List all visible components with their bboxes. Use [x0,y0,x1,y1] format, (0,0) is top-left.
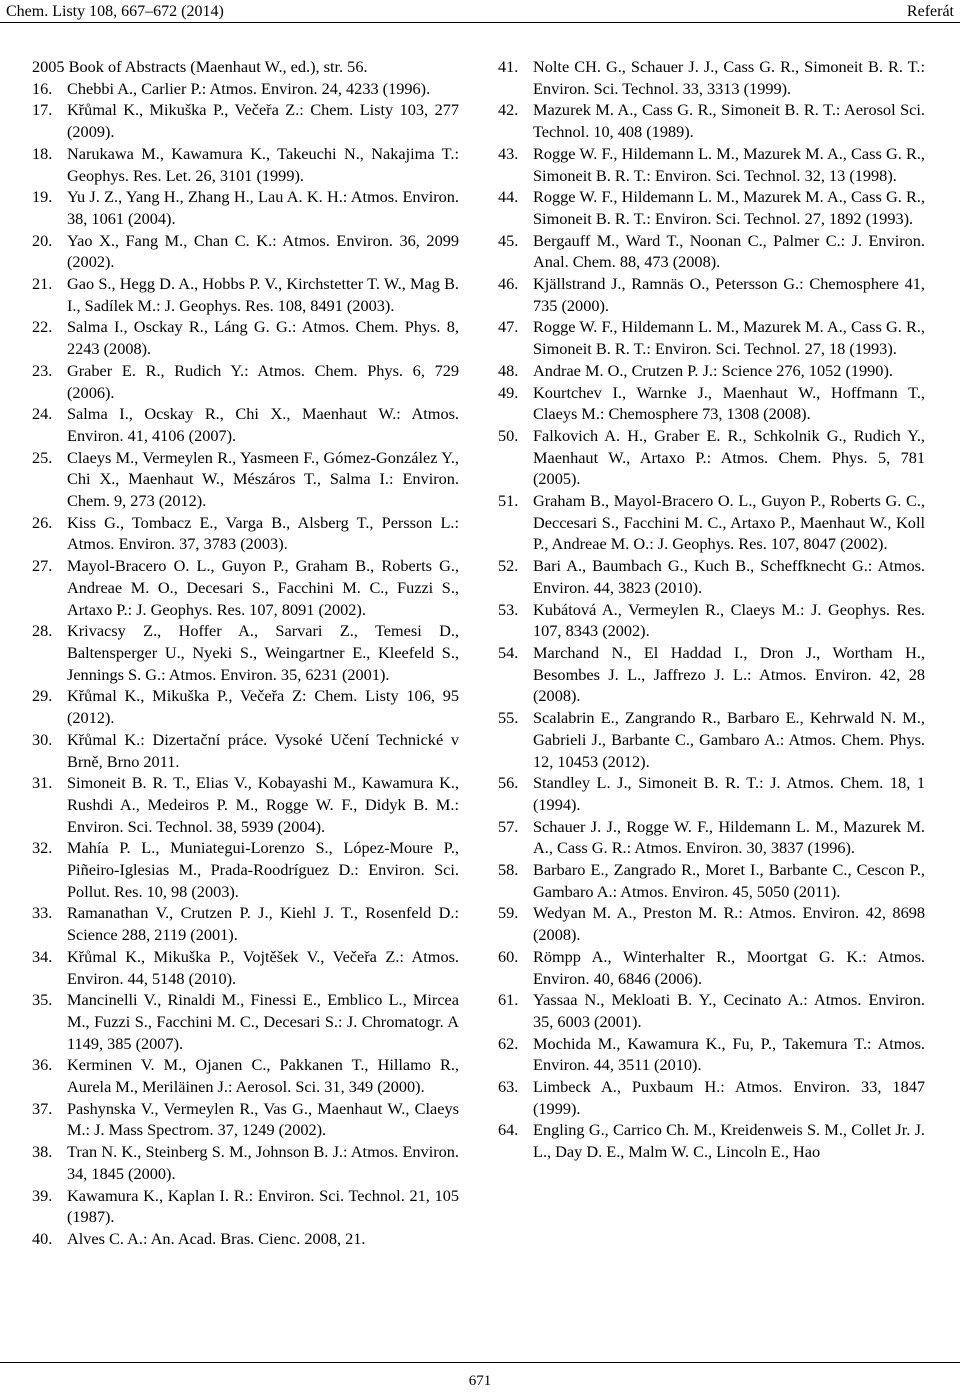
reference-item [498,99,925,142]
reference-item [32,902,459,945]
reference-item [498,316,925,359]
reference-item [498,642,925,707]
reference-item [498,186,925,229]
reference-text: Bergauff M., Ward T., Noonan C., Palmer C.: J. Environ. Anal. Chem. 88, 473 (2008). [533,230,925,272]
references-right-column [498,56,925,1163]
reference-number: 44. [498,187,519,207]
reference-text: Křůmal K., Mikuška P., Večeřa Z: Chem. Listy 106, 95 (2012). [67,686,459,728]
reference-text: Salma I., Osckay R., Láng G. G.: Atmos. Chem. Phys. 8, 2243 (2008). [67,317,459,359]
reference-number: 38. [32,1142,53,1162]
reference-text: Engling G., Carrico Ch. M., Kreidenweis S. M., Collet Jr. J. L., Day D. E., Malm W. C., Lincoln E., Hao [533,1120,925,1162]
reference-item [32,620,459,685]
reference-item [32,685,459,728]
reference-number: 32. [32,838,53,858]
reference-number: 57. [498,816,519,836]
reference-text: Kiss G., Tombacz E., Varga B., Alsberg T., Persson L.: Atmos. Environ. 37, 3783 (2003). [67,512,459,554]
reference-item [498,989,925,1032]
reference-text: Tran N. K., Steinberg S. M., Johnson B. J.: Atmos. Environ. 34, 1845 (2000). [67,1142,459,1183]
reference-item [498,1033,925,1076]
reference-number: 50. [498,425,519,445]
reference-number: 53. [498,599,519,619]
reference-item [32,729,459,772]
reference-item [32,1185,459,1228]
reference-text: Barbaro E., Zangrado R., Moret I., Barbante C., Cescon P., Gambaro A.: Atmos. Environ. 45, 5050 (2011). [533,860,925,901]
reference-item [498,902,925,945]
reference-number: 21. [32,274,53,294]
page-number: 671 [468,1373,492,1389]
reference-number: 58. [498,860,519,880]
reference-text: Krivacsy Z., Hoffer A., Sarvari Z., Temesi D., Baltensperger U., Nyeki S., Weingartner E., Kleefeld S., Jennings S. G.: Atmos. Environ. 35, 6231 (2001). [67,621,459,684]
reference-number: 23. [32,360,53,380]
reference-text: Schauer J. J., Rogge W. F., Hildemann L. M., Mazurek M. A., Cass G. R.: Atmos. Environ. 30, 3837 (1996). [533,816,925,858]
reference-number: 25. [32,447,53,467]
reference-item [498,1119,925,1162]
reference-text: Falkovich A. H., Graber E. R., Schkolnik G., Rudich Y., Maenhaut W., Artaxo P.: Atmos. Chem. Phys. 5, 781 (2005). [533,425,925,489]
reference-text: Mahía P. L., Muniategui-Lorenzo S., López-Moure P., Piñeiro-Iglesias M., Prada-Roodríguez D.: Environ. Sci. Pollut. Res. 10, 98 (2003). [67,838,459,901]
running-header [0,0,960,23]
reference-number: 26. [32,512,53,532]
reference-text: Wedyan M. A., Preston M. R.: Atmos. Environ. 42, 8698 (2008). [533,903,925,945]
reference-item [32,143,459,186]
page-footer [0,1362,960,1398]
reference-number: 59. [498,903,519,923]
reference-text: Gao S., Hegg D. A., Hobbs P. V., Kirchstetter T. W., Mag B. I., Sadílek M.: J. Geophys. Res. 108, 8491 (2003). [67,274,459,315]
reference-number: 17. [32,100,53,120]
reference-text: Kjällstrand J., Ramnäs O., Petersson G.: Chemosphere 41, 735 (2000). [533,274,925,315]
reference-text: Kawamura K., Kaplan I. R.: Environ. Sci. Technol. 21, 105 (1987). [67,1185,459,1227]
reference-item [32,230,459,273]
reference-item [32,946,459,989]
reference-item [498,360,925,382]
reference-text: Chebbi A., Carlier P.: Atmos. Environ. 24, 4233 (1996). [67,78,431,98]
reference-item [32,99,459,142]
reference-item [32,273,459,316]
reference-item [498,555,925,598]
reference-item [498,707,925,772]
reference-number: 31. [32,773,53,793]
reference-item [32,837,459,902]
reference-item [32,56,459,78]
reference-number: 43. [498,143,519,163]
reference-number: 20. [32,230,53,250]
reference-text: Limbeck A., Puxbaum H.: Atmos. Environ. 33, 1847 (1999). [533,1077,925,1118]
reference-item [32,403,459,446]
reference-number: 29. [32,686,53,706]
reference-item [32,512,459,555]
reference-text: Ramanathan V., Crutzen P. J., Kiehl J. T., Rosenfeld D.: Science 288, 2119 (2001). [67,903,459,945]
reference-text: Křůmal K., Mikuška P., Vojtěšek V., Večeřa Z.: Atmos. Environ. 44, 5148 (2010). [67,946,459,988]
reference-text: Standley L. J., Simoneit B. R. T.: J. Atmos. Chem. 18, 1 (1994). [533,773,925,814]
reference-item [498,56,925,99]
reference-item [498,599,925,642]
reference-number: 56. [498,773,519,793]
reference-item [498,490,925,555]
reference-text: Mancinelli V., Rinaldi M., Finessi E., Emblico L., Mircea M., Fuzzi S., Facchini M. C., Decesari S.: J. Chromatogr. A 1149, 385 (2007). [67,990,459,1053]
reference-number: 45. [498,230,519,250]
reference-number: 39. [32,1185,53,1205]
reference-number: 34. [32,946,53,966]
reference-text: Bari A., Baumbach G., Kuch B., Scheffknecht G.: Atmos. Environ. 44, 3823 (2010). [533,556,925,597]
reference-text: Scalabrin E., Zangrando R., Barbaro E., Kehrwald N. M., Gabrieli J., Barbante C., Gambaro A.: Atmos. Chem. Phys. 12, 10453 (2012). [533,708,925,771]
reference-text: Nolte CH. G., Schauer J. J., Cass G. R., Simoneit B. R. T.: Environ. Sci. Technol. 33, 3313 (1999). [533,57,925,98]
reference-number: 36. [32,1055,53,1075]
reference-number: 16. [32,78,53,98]
reference-item [32,78,459,100]
reference-text: Mochida M., Kawamura K., Fu, P., Takemura T.: Atmos. Environ. 44, 3511 (2010). [533,1033,925,1075]
reference-number: 51. [498,491,519,511]
reference-number: 19. [32,187,53,207]
reference-number: 22. [32,317,53,337]
reference-text: Yu J. Z., Yang H., Zhang H., Lau A. K. H.: Atmos. Environ. 38, 1061 (2004). [67,187,459,228]
reference-item [32,1141,459,1184]
reference-number: 64. [498,1120,519,1140]
references-left-column [32,56,459,1250]
reference-number: 61. [498,990,519,1010]
reference-item [498,816,925,859]
reference-number: 46. [498,274,519,294]
reference-item [498,425,925,490]
reference-text: Křůmal K., Mikuška P., Večeřa Z.: Chem. Listy 103, 277 (2009). [67,100,459,142]
reference-number: 18. [32,143,53,163]
reference-text: Kourtchev I., Warnke J., Maenhaut W., Hoffmann T., Claeys M.: Chemosphere 73, 1308 (2008). [533,382,925,424]
reference-item [498,143,925,186]
reference-number: 52. [498,556,519,576]
reference-item [498,230,925,273]
reference-text: Rogge W. F., Hildemann L. M., Mazurek M. A., Cass G. R., Simoneit B. R. T.: Environ. Sci. Technol. 27, 1892 (1993). [533,187,925,228]
reference-text: Rogge W. F., Hildemann L. M., Mazurek M. A., Cass G. R., Simoneit B. R. T.: Environ. Sci. Technol. 32, 13 (1998). [533,143,925,185]
reference-item [32,447,459,512]
reference-item [498,382,925,425]
reference-item [32,1054,459,1097]
section-label: Referát [906,3,954,20]
reference-text: Graham B., Mayol-Bracero O. L., Guyon P., Roberts G. C., Deccesari S., Facchini M. C., Artaxo P., Maenhaut W., Koll P., Andreae M. O.: J. Geophys. Res. 107, 8047 (2002). [533,491,925,554]
reference-number: 60. [498,946,519,966]
reference-item [498,772,925,815]
reference-number: 54. [498,642,519,662]
reference-number: 33. [32,903,53,923]
reference-text: Römpp A., Winterhalter R., Moortgat G. K.: Atmos. Environ. 40, 6846 (2006). [533,946,925,988]
reference-number: 42. [498,100,519,120]
reference-text: Alves C. A.: An. Acad. Bras. Cienc. 2008, 21. [67,1228,366,1248]
reference-item [498,1076,925,1119]
reference-text: Simoneit B. R. T., Elias V., Kobayashi M., Kawamura K., Rushdi A., Medeiros P. M., Rogge W. F., Didyk B. M.: Environ. Sci. Technol. 38, 5939 (2004). [67,773,459,836]
reference-text: Yao X., Fang M., Chan C. K.: Atmos. Environ. 36, 2099 (2002). [67,230,459,272]
reference-item [32,1228,459,1250]
reference-item [32,1098,459,1141]
reference-text: Narukawa M., Kawamura K., Takeuchi N., Nakajima T.: Geophys. Res. Let. 26, 3101 (1999). [67,143,459,185]
journal-citation: Chem. Listy 108, 667–672 (2014) [6,3,224,20]
reference-number: 48. [498,360,519,380]
reference-number: 49. [498,382,519,402]
reference-number: 40. [32,1228,53,1248]
reference-item [32,186,459,229]
reference-item [32,989,459,1054]
reference-number: 30. [32,729,53,749]
reference-number: 28. [32,621,53,641]
reference-text: Kerminen V. M., Ojanen C., Pakkanen T., Hillamo R., Aurela M., Meriläinen J.: Aerosol. Sci. 31, 349 (2000). [67,1055,459,1097]
reference-item [32,772,459,837]
reference-text: Yassaa N., Mekloati B. Y., Cecinato A.: Atmos. Environ. 35, 6003 (2001). [533,990,925,1031]
reference-text: Pashynska V., Vermeylen R., Vas G., Maenhaut W., Claeys M.: J. Mass Spectrom. 37, 1249 (2002). [67,1098,459,1140]
reference-number: 55. [498,708,519,728]
reference-number: 37. [32,1098,53,1118]
reference-number: 62. [498,1033,519,1053]
reference-text: 2005 Book of Abstracts (Maenhaut W., ed.), str. 56. [32,57,368,76]
reference-number: 35. [32,990,53,1010]
reference-item [498,946,925,989]
reference-number: 47. [498,317,519,337]
reference-text: Graber E. R., Rudich Y.: Atmos. Chem. Phys. 6, 729 (2006). [67,360,459,402]
reference-text: Andrae M. O., Crutzen P. J.: Science 276, 1052 (1990). [533,360,893,380]
reference-number: 63. [498,1077,519,1097]
reference-text: Marchand N., El Haddad I., Dron J., Wortham H., Besombes J. L., Jaffrezo J. L.: Atmos. Environ. 42, 28 (2008). [533,642,925,706]
reference-item [498,273,925,316]
reference-text: Claeys M., Vermeylen R., Yasmeen F., Gómez-González Y., Chi X., Maenhaut W., Mészáros T., Salma I.: Environ. Chem. 9, 273 (2012). [67,447,459,511]
reference-text: Mazurek M. A., Cass G. R., Simoneit B. R. T.: Aerosol Sci. Technol. 10, 408 (1989). [533,100,925,142]
reference-text: Rogge W. F., Hildemann L. M., Mazurek M. A., Cass G. R., Simoneit B. R. T.: Environ. Sci. Technol. 27, 18 (1993). [533,317,925,359]
reference-text: Kubátová A., Vermeylen R., Claeys M.: J. Geophys. Res. 107, 8343 (2002). [533,599,925,641]
reference-text: Mayol-Bracero O. L., Guyon P., Graham B., Roberts G., Andreae M. O., Decesari S., Facchini M. C., Fuzzi S., Artaxo P.: J. Geophys. Res. 107, 8091 (2002). [67,556,459,619]
reference-item [32,316,459,359]
reference-number: 27. [32,556,53,576]
reference-item [498,859,925,902]
reference-item [32,360,459,403]
reference-text: Salma I., Ocskay R., Chi X., Maenhaut W.: Atmos. Environ. 41, 4106 (2007). [67,404,459,445]
reference-number: 24. [32,404,53,424]
reference-item [32,555,459,620]
reference-number: 41. [498,57,519,76]
reference-text: Křůmal K.: Dizertační práce. Vysoké Učení Technické v Brně, Brno 2011. [67,729,459,771]
